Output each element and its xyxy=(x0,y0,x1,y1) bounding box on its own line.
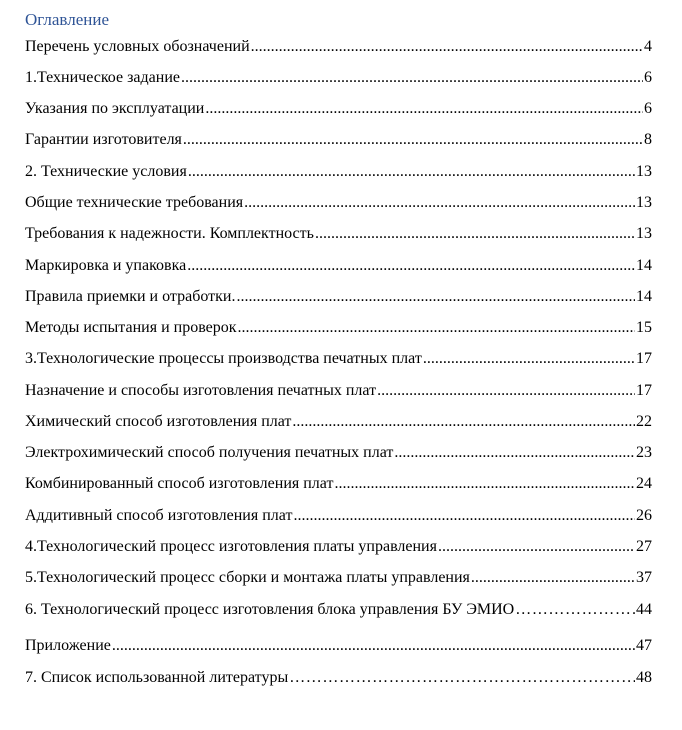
toc-entry[interactable] xyxy=(25,285,652,307)
toc-entry-page: 13 xyxy=(636,225,652,242)
toc-leader-dots xyxy=(423,349,635,369)
toc-entry-text: Маркировка и упаковка xyxy=(25,257,187,274)
toc-entry[interactable] xyxy=(25,97,652,119)
toc-entry-page: 47 xyxy=(636,637,652,654)
toc-entry-page: 24 xyxy=(636,475,652,492)
toc-leader-dots xyxy=(181,68,643,88)
toc-leader-dots xyxy=(183,130,643,150)
toc-entry-page: 6 xyxy=(644,69,652,86)
toc-leader-dots xyxy=(244,193,635,213)
toc-entry-page: 8 xyxy=(644,131,652,148)
toc-entry-page: 4 xyxy=(644,38,652,55)
toc-entry-page: 6 xyxy=(644,100,652,117)
toc-entry-text: 2. Технические условия xyxy=(25,163,187,180)
toc-entry[interactable] xyxy=(25,666,652,688)
toc-leader-dots xyxy=(438,537,635,557)
toc-leader-dots xyxy=(251,37,643,57)
toc-leader-dots xyxy=(315,224,635,244)
toc-entry[interactable] xyxy=(25,441,652,463)
toc-entry-page: 14 xyxy=(636,288,652,305)
toc-entry[interactable] xyxy=(25,160,652,182)
toc-entry-text: 5.Технологический процесс сборки и монтажа платы управления xyxy=(25,569,470,586)
toc-entry[interactable] xyxy=(25,35,652,57)
toc-leader-dots xyxy=(394,443,635,463)
toc-entry-page: 14 xyxy=(636,257,652,274)
toc-title: Оглавление xyxy=(25,10,109,29)
toc-leader-dots xyxy=(471,568,635,588)
toc-entry-text: 1.Техническое задание xyxy=(25,69,180,86)
toc-entry[interactable] xyxy=(25,379,652,401)
toc-entry-page: 13 xyxy=(636,194,652,211)
toc-leader-dots xyxy=(188,162,635,182)
toc-leader-dots xyxy=(205,99,643,119)
toc-entry[interactable] xyxy=(25,316,652,338)
toc-entry-text: Аддитивный способ изготовления плат xyxy=(25,507,293,524)
toc-leader-dots xyxy=(515,600,635,620)
toc-leader-dots xyxy=(236,287,635,307)
toc-entry-text: Приложение xyxy=(25,637,111,654)
toc-entry-page: 48 xyxy=(636,669,652,686)
toc-entry-page: 13 xyxy=(636,163,652,180)
toc-entry-text: Указания по эксплуатации xyxy=(25,100,205,117)
toc-entry-text: Химический способ изготовления плат xyxy=(25,413,292,430)
toc-entry-page: 15 xyxy=(636,319,652,336)
toc-entry-text: Правила приемки и отработки. xyxy=(25,288,236,305)
toc-leader-dots xyxy=(334,474,635,494)
toc-entry[interactable] xyxy=(25,66,652,88)
toc-entry-text: Перечень условных обозначений xyxy=(25,38,250,55)
toc-entry-page: 17 xyxy=(636,382,652,399)
toc-entry-page: 27 xyxy=(636,538,652,555)
toc-entry-page: 37 xyxy=(636,569,652,586)
toc-leader-dots xyxy=(293,506,635,526)
toc-entry-text: Комбинированный способ изготовления плат xyxy=(25,475,334,492)
toc-entry[interactable] xyxy=(25,128,652,150)
toc-leader-dots xyxy=(112,636,635,656)
toc-entry[interactable] xyxy=(25,634,652,656)
toc-entry-text: Гарантии изготовителя xyxy=(25,131,182,148)
toc-entry[interactable] xyxy=(25,254,652,276)
toc-leader-dots xyxy=(377,381,635,401)
toc-entry[interactable] xyxy=(25,410,652,432)
toc-entry-page: 26 xyxy=(636,507,652,524)
toc-entry[interactable] xyxy=(25,598,652,620)
toc-entry-text: 4.Технологический процесс изготовления платы управления xyxy=(25,538,437,555)
toc-entry-page: 17 xyxy=(636,350,652,367)
toc-leader-dots xyxy=(187,256,635,276)
toc-entry-page: 23 xyxy=(636,444,652,461)
toc-entry-text: 7. Список использованной литературы xyxy=(25,669,289,686)
toc-leader-dots xyxy=(292,412,635,432)
toc-entry[interactable] xyxy=(25,222,652,244)
toc-entry[interactable] xyxy=(25,347,652,369)
toc-entry[interactable] xyxy=(25,191,652,213)
toc-entry-text: Электрохимический способ получения печатных плат xyxy=(25,444,394,461)
toc-leader-dots xyxy=(238,318,635,338)
toc-entry-text: Назначение и способы изготовления печатных плат xyxy=(25,382,377,399)
toc-entry-page: 44 xyxy=(636,601,652,618)
toc-entry-text: 6. Технологический процесс изготовления блока управления БУ ЭМИО xyxy=(25,601,515,618)
toc-entry-text: Общие технические требования xyxy=(25,194,244,211)
toc-entry[interactable] xyxy=(25,535,652,557)
toc-entry-text: Требования к надежности. Комплектность xyxy=(25,225,314,242)
toc-entry[interactable] xyxy=(25,504,652,526)
toc-entry[interactable] xyxy=(25,472,652,494)
toc-entry[interactable] xyxy=(25,566,652,588)
toc-entry-text: 3.Технологические процессы производства печатных плат xyxy=(25,350,422,367)
toc-entry-page: 22 xyxy=(636,413,652,430)
toc-leader-dots xyxy=(289,668,635,688)
toc-entry-text: Методы испытания и проверок xyxy=(25,319,237,336)
